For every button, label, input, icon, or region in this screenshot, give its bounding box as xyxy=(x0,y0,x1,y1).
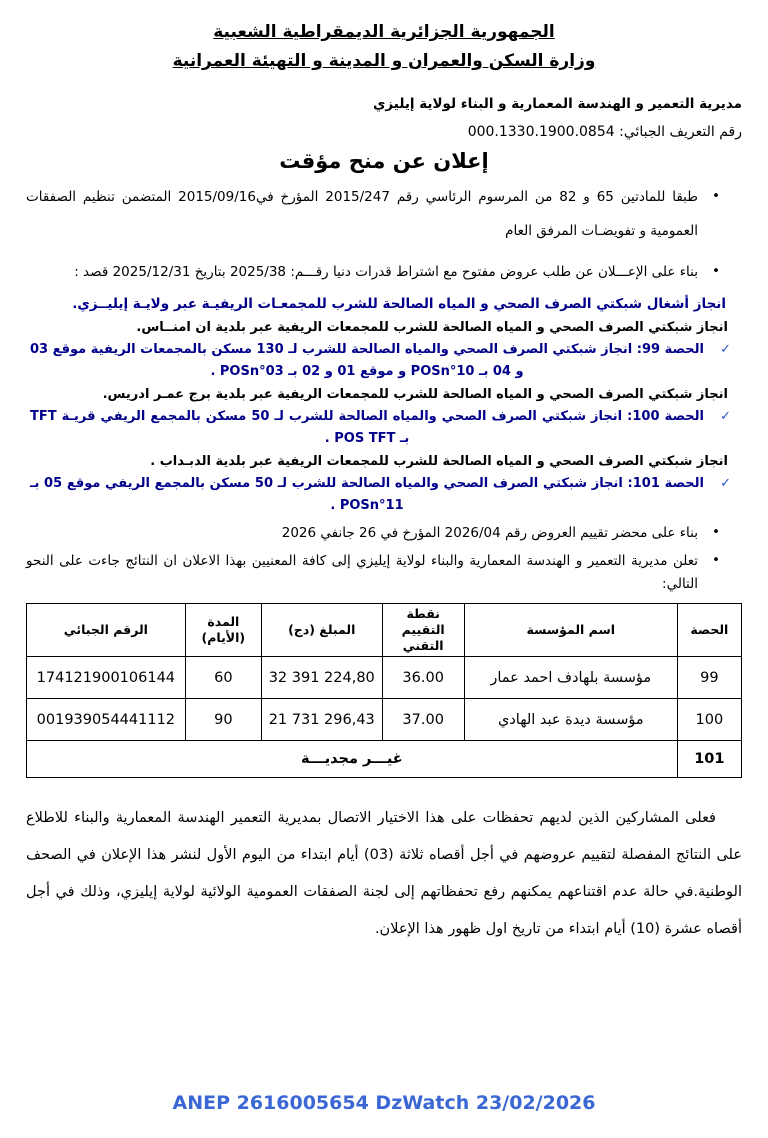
minutes-paragraph xyxy=(26,522,742,545)
cell-score: 37.00 xyxy=(382,699,464,741)
commune-line: انجاز شبكتي الصرف الصحي و المياه الصالحة للشرب للمجمعات الريفية عبر بلدية برج عمـر ادريس. xyxy=(102,387,728,402)
minutes-text: بناء على محضر تقييم العروض رقم 2026/04 المؤرخ في 26 جانفي 2026 xyxy=(281,525,698,541)
col-header-duration: المدة (الأيام) xyxy=(185,604,261,657)
lot-section-101 xyxy=(26,451,742,517)
col-header-score: نقطة التقييم التقني xyxy=(382,604,464,657)
col-header-amount: المبلغ (دج) xyxy=(262,604,383,657)
results-text: تعلن مديرية التعمير و الهندسة المعمارية والبناء لولاية إيليزي إلى كافة المعنيين بهذا الاعلان ان النتائج جاءت على النحو التالي: xyxy=(26,553,698,592)
lot-section-100 xyxy=(26,384,742,450)
tender-text: بناء على الإعـــلان عن طلب عروض مفتوح مع اشتراط قدرات دنيا رقـــم: 2025/38 بتاريخ 2025/12/31 قصد : xyxy=(74,264,698,280)
cell-lot: 99 xyxy=(677,657,741,699)
col-header-company: اسم المؤسسة xyxy=(464,604,677,657)
cell-duration: 60 xyxy=(185,657,261,699)
results-table xyxy=(26,603,742,778)
ministry-title: وزارة السكن والعمران و المدينة و التهيئة العمرانية xyxy=(172,51,596,71)
lot-101-text: الحصة 101: انجاز شبكتي الصرف الصحي والمياه الصالحة للشرب لـ 50 مسكن بالمجمع الريفي موقع 05 بـ POSn°11 . xyxy=(30,476,704,513)
bullet-icon: • xyxy=(712,524,720,540)
page-title: إعلان عن منح مؤقت xyxy=(279,149,489,173)
check-icon: ✓ xyxy=(720,476,731,491)
cell-lot: 101 xyxy=(677,741,741,778)
decree-text: طبقا للمادتين 65 و 82 من المرسوم الرئاسي رقم 2015/247 المؤرخ في2015/09/16 المتضمن تنظيم الصفقات العمومية و تفويضـات المرفق العام xyxy=(26,189,698,239)
results-paragraph xyxy=(26,550,742,596)
commune-line: انجاز شبكتي الصرف الصحي و المياه الصالحة للشرب للمجمعات الريفية عبر بلدية ان امنــاس. xyxy=(136,320,728,335)
table-row xyxy=(27,657,742,699)
table-row xyxy=(27,699,742,741)
closing-paragraph: فعلى المشاركين الذين لديهم تحفظات على هذا الاختيار الاتصال بمديرية التعمير الهندسة المعمارية والبناء للاطلاع على النتائج المفصلة لتقييم عروضهم في أجل أقصاه ثلاثة (03) أيام ابتداء من اليوم الأول لنشر هذا الإعلان في الصحف الوطنية.في حالة عدم اقتناعهم يمكنهم رفع تحفظاتهم إلى لجنة الصفقات العمومية الولائية لولاية إيليزي، وذلك في أجل أقصاه عشرة (10) أيام ابتداء من تاريخ اول ظهور هذا الإعلان. xyxy=(26,810,742,937)
commune-line: انجاز شبكتي الصرف الصحي و المياه الصالحة للشرب للمجمعات الريفية عبر بلدية الدبـداب . xyxy=(150,454,728,469)
lot-99-detail xyxy=(26,339,742,383)
cell-amount: 32 391 224,80 xyxy=(262,657,383,699)
check-icon: ✓ xyxy=(720,342,731,357)
lot-100-text: الحصة 100: انجاز شبكتي الصرف الصحي والمياه الصالحة للشرب لـ 50 مسكن بالمجمع الريفي قريـة TFT بـ POS TFT . xyxy=(30,409,704,446)
cell-duration: 90 xyxy=(185,699,261,741)
lot-101-detail xyxy=(26,473,742,517)
decree-paragraph xyxy=(26,180,742,248)
cell-score: 36.00 xyxy=(382,657,464,699)
table-header-row xyxy=(27,604,742,657)
lot-99-text: الحصة 99: انجاز شبكتي الصرف الصحي والمياه الصالحة للشرب لـ 130 مسكن بالمجمعات الريفية موقع 03 و 04 بـ POSn°10 و موقع 01 و 02 بـ POSn°03 . xyxy=(30,342,705,379)
cell-tax: 174121900106144 xyxy=(27,657,186,699)
bullet-icon: • xyxy=(712,552,720,568)
tender-paragraph xyxy=(26,255,742,289)
bullet-icon: • xyxy=(712,188,720,204)
cell-company: مؤسسة ديدة عبد الهادي xyxy=(464,699,677,741)
cell-company: مؤسسة بلهادف احمد عمار xyxy=(464,657,677,699)
table-row-unfruitful xyxy=(27,741,742,778)
cell-unfruitful-note: غيـــر مجديـــة xyxy=(27,741,678,778)
anep-footer: ANEP 2616005654 DzWatch 23/02/2026 xyxy=(172,1092,596,1114)
check-icon: ✓ xyxy=(720,409,731,424)
republic-title: الجمهورية الجزائرية الديمقراطية الشعبية xyxy=(213,22,555,42)
col-header-tax: الرقم الجبائي xyxy=(27,604,186,657)
project-title: انجاز أشغال شبكتي الصرف الصحي و المياه الصالحة للشرب للمجمعـات الريفيـة عبر ولايـة إيليــزي. xyxy=(72,296,726,312)
lot-100-detail xyxy=(26,406,742,450)
tax-id-line: رقم التعريف الجبائي: 000.1330.1900.0854 xyxy=(467,124,742,140)
cell-lot: 100 xyxy=(677,699,741,741)
cell-tax: 001939054441112 xyxy=(27,699,186,741)
col-header-lot: الحصة xyxy=(677,604,741,657)
lot-section-99 xyxy=(26,317,742,383)
bullet-icon: • xyxy=(712,263,720,279)
directorate-line: مديرية التعمير و الهندسة المعمارية و البناء لولاية إيليزي xyxy=(373,96,742,112)
government-header xyxy=(26,18,742,76)
cell-amount: 21 731 296,43 xyxy=(262,699,383,741)
